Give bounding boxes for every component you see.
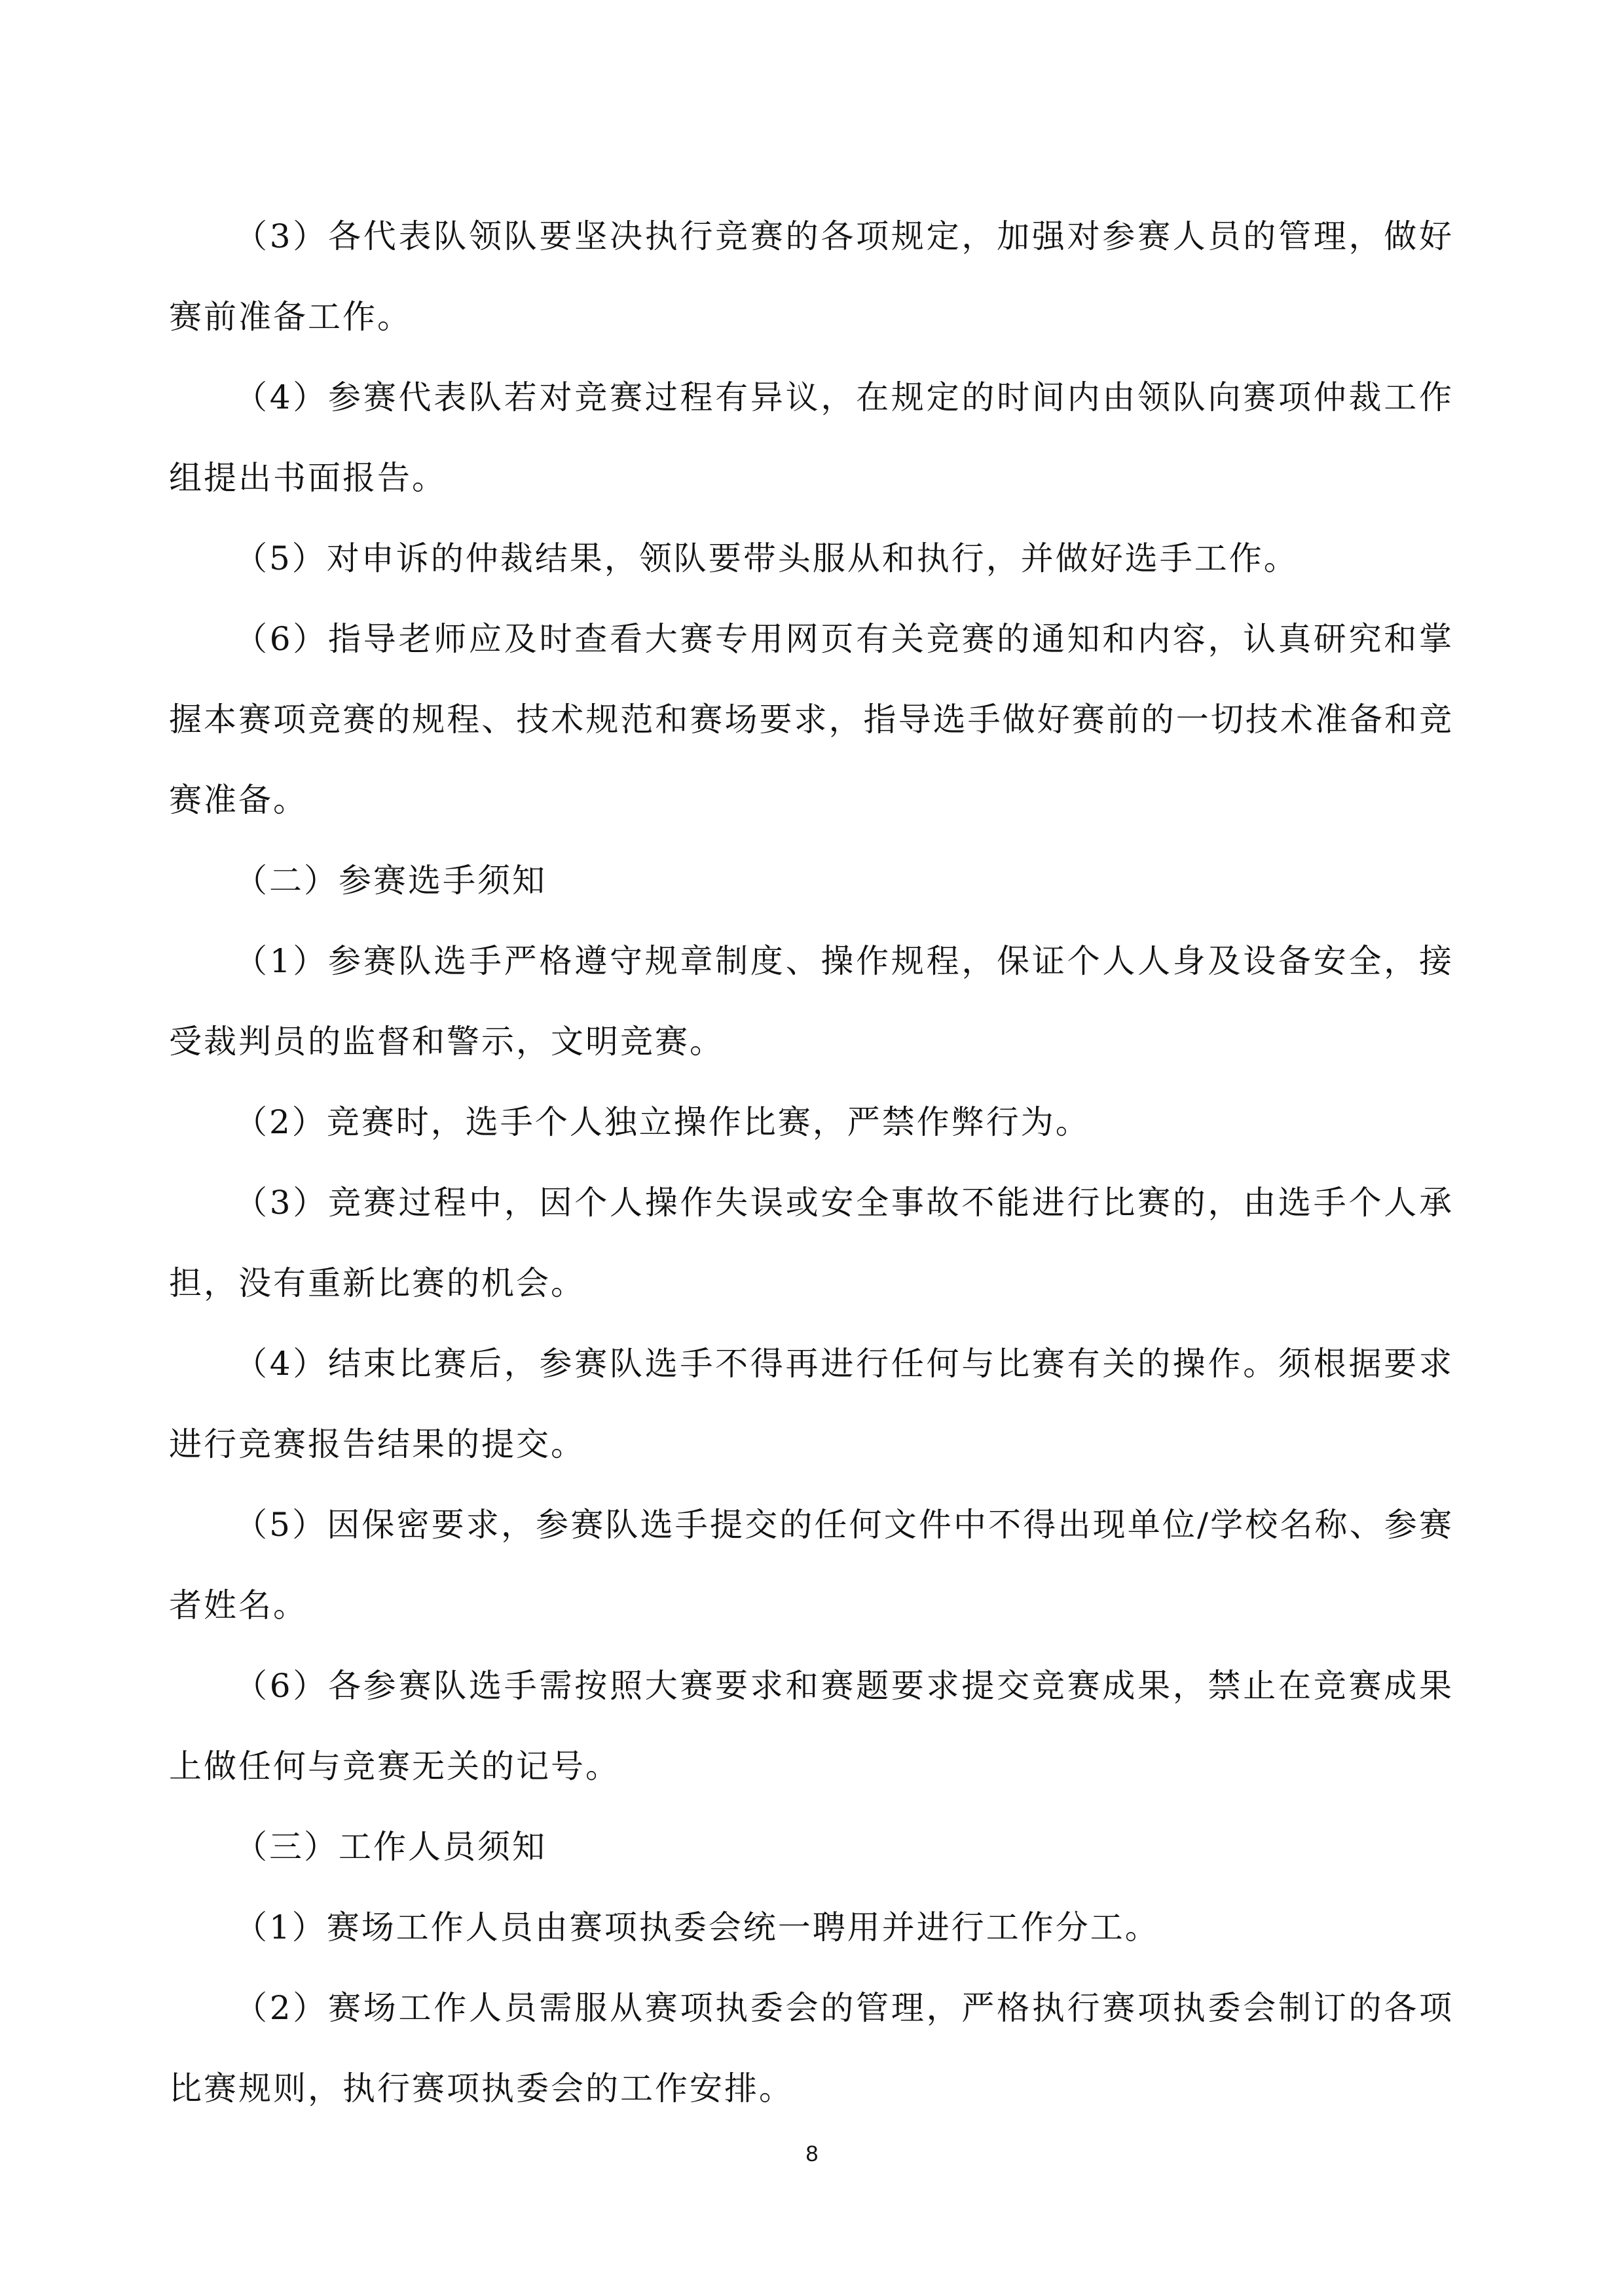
section-heading-staff-notice: （三）工作人员须知 — [234, 1828, 547, 1866]
section-heading-contestant-notice: （二）参赛选手须知 — [234, 862, 547, 900]
paragraph-arbitration-result: （5）对申诉的仲裁结果，领队要带头服从和执行，并做好选手工作。 — [234, 539, 1299, 577]
paragraph-confidentiality: （5）因保密要求，参赛队选手提交的任何文件中不得出现单位/学校名称、参赛者姓名。 — [169, 1506, 1454, 1624]
paragraph-independent-work: （2）竞赛时，选手个人独立操作比赛，严禁作弊行为。 — [234, 1103, 1090, 1141]
page-number: 8 — [805, 2141, 819, 2166]
paragraph-operation-error: （3）竞赛过程中，因个人操作失误或安全事故不能进行比赛的，由选手个人承担，没有重新比赛的机会。 — [169, 1184, 1454, 1302]
paragraph-staff-management: （2）赛场工作人员需服从赛项执委会的管理，严格执行赛项执委会制订的各项比赛规则，执行赛项执委会的工作安排。 — [169, 1989, 1454, 2107]
paragraph-safety-rules: （1）参赛队选手严格遵守规章制度、操作规程，保证个人人身及设备安全，接受裁判员的监督和警示，文明竞赛。 — [169, 942, 1454, 1061]
paragraph-team-leader-rules: （3）各代表队领队要坚决执行竞赛的各项规定，加强对参赛人员的管理，做好赛前准备工作。 — [169, 217, 1454, 336]
paragraph-objection-report: （4）参赛代表队若对竞赛过程有异议，在规定的时间内由领队向赛项仲裁工作组提出书面报告。 — [169, 378, 1454, 497]
paragraph-after-competition: （4）结束比赛后，参赛队选手不得再进行任何与比赛有关的操作。须根据要求进行竞赛报告结果的提交。 — [169, 1345, 1454, 1463]
paragraph-staff-hiring: （1）赛场工作人员由赛项执委会统一聘用并进行工作分工。 — [234, 1908, 1160, 1946]
paragraph-result-submission: （6）各参赛队选手需按照大赛要求和赛题要求提交竞赛成果，禁止在竞赛成果上做任何与竞赛无关的记号。 — [169, 1667, 1454, 1785]
paragraph-instructor-duties: （6）指导老师应及时查看大赛专用网页有关竞赛的通知和内容，认真研究和掌握本赛项竞赛的规程、技术规范和赛场要求，指导选手做好赛前的一切技术准备和竞赛准备。 — [169, 620, 1454, 819]
body-text — [169, 196, 1454, 2129]
